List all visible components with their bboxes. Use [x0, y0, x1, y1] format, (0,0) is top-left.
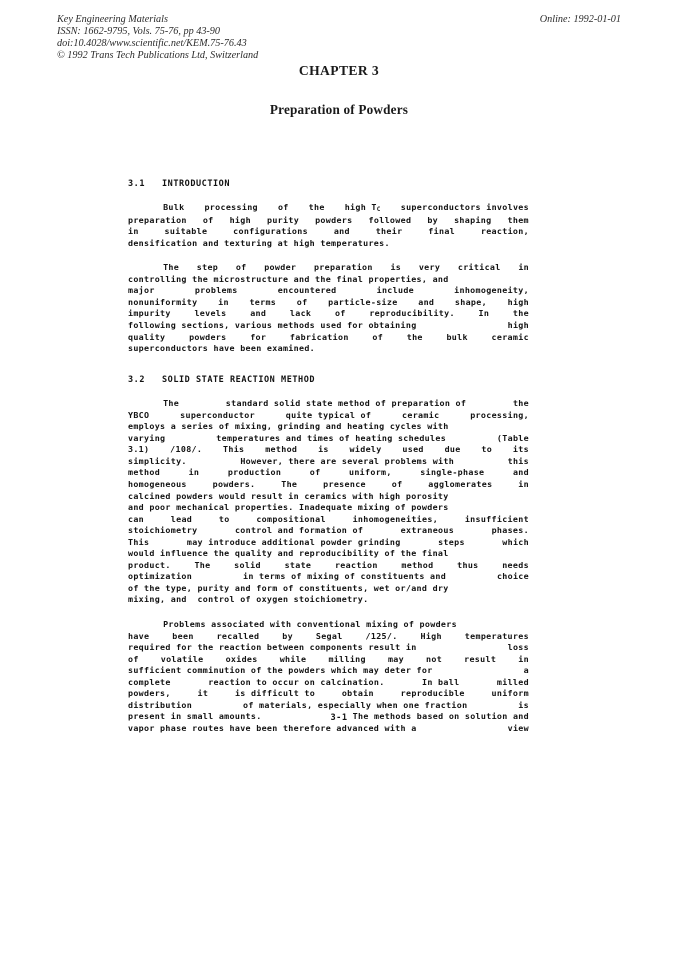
text-line: of volatile oxides while milling may not result in [128, 653, 529, 664]
online-date: Online: 1992-01-01 [539, 14, 621, 25]
text-line: product. The solid state reaction method thus needs [128, 559, 529, 570]
text-line: following sections, various methods used for obtaining high [128, 319, 529, 330]
text-line: densification and texturing at high temperatures. [128, 237, 390, 248]
text-line: and poor mechanical properties. Inadequate mixing of powders [128, 502, 449, 513]
text-line: vapor phase routes have been therefore advanced with a view [128, 722, 529, 733]
text-line: 3.1) /108/. This method is widely used due to its [128, 444, 529, 455]
text-line: This may introduce additional powder grinding steps which [128, 536, 529, 547]
paragraph-solid-state-1 [128, 398, 529, 606]
text-line: can lead to compositional inhomogeneities, insufficient [128, 513, 529, 524]
text-line: stoichiometry control and formation of extraneous phases. [128, 525, 529, 536]
text-line: major problems encountered include inhomogeneity, [128, 285, 529, 296]
text-line: in suitable configurations and their final reaction, [128, 226, 529, 237]
chapter-label: CHAPTER 3 [298, 63, 380, 78]
paragraph-intro-2 [128, 262, 529, 354]
text-line: Problems associated with conventional mixing of powders [163, 619, 457, 629]
body-text-column [128, 179, 529, 734]
text-line: varying temperatures and times of heating schedules (Table [128, 432, 529, 443]
text-line: quality powders for fabrication of the bulk ceramic [128, 331, 529, 342]
doi-line: doi:10.4028/www.scientific.net/KEM.75-76.43 [57, 37, 247, 49]
text-line: Bulk processing of the high $T_C$ superconductors involves [163, 202, 529, 214]
text-line: distribution of materials, especially when one fraction is [128, 699, 529, 710]
copyright-line: © 1992 Trans Tech Publications Ltd, Switzerland [57, 49, 259, 61]
journal-title: Key Engineering Materials [57, 14, 168, 25]
text-line: optimization in terms of mixing of constituents and choice [128, 571, 529, 582]
paragraph-intro-1 [128, 202, 529, 249]
text-line: The step of powder preparation is very critical in [163, 262, 529, 273]
text-line: mixing, and control of oxygen stoichiometry. [128, 594, 369, 605]
section-heading-3-1: 3.1 INTRODUCTION [128, 179, 231, 189]
section-heading-3-2: 3.2 SOLID STATE REACTION METHOD [128, 375, 316, 386]
publisher-header [57, 14, 621, 62]
text-line: homogeneous powders. The presence of agglomerates in [128, 478, 529, 489]
text-line: of the type, purity and form of constituents, wet or/and dry [128, 582, 449, 593]
text-line: present in small amounts. The methods based on solution and [128, 711, 529, 722]
text-line: calcined powders would result in ceramics with high porosity [128, 490, 449, 501]
text-line: employs a series of mixing, grinding and heating cycles with [128, 421, 449, 432]
issn-line: ISSN: 1662-9795, Vols. 75-76, pp 43-90 [57, 25, 220, 37]
text-line: impurity levels and lack of reproducibility. In the [128, 308, 529, 319]
text-line: superconductors have been examined. [128, 343, 316, 354]
text-line: complete reaction to occur on calcination. In ball milled [128, 676, 529, 687]
text-line: method in production of uniform, single-phase and [128, 467, 529, 478]
chapter-title: Preparation of Powders [269, 102, 409, 117]
text-line: sufficient comminution of the powders which may deter for a [128, 665, 529, 676]
text-line: would influence the quality and reproducibility of the final [128, 548, 449, 559]
text-line: nonuniformity in terms of particle-size and shape, high [128, 296, 529, 307]
text-line: simplicity. However, there are several problems with this [128, 455, 529, 466]
text-line: The standard solid state method of preparation of the [163, 398, 529, 409]
text-line: powders, it is difficult to obtain reproducible uniform [128, 688, 529, 699]
text-line: controlling the microstructure and the final properties, and [128, 273, 449, 284]
text-line: YBCO superconductor quite typical of ceramic processing, [128, 409, 529, 420]
tc-subscript: C [376, 206, 381, 214]
text-line: required for the reaction between components result in loss [128, 642, 529, 653]
page-number: 3-1 [330, 713, 348, 723]
text-line: preparation of high purity powders followed by shaping them [128, 214, 529, 225]
text-line: have been recalled by Segal /125/. High temperatures [128, 630, 529, 641]
